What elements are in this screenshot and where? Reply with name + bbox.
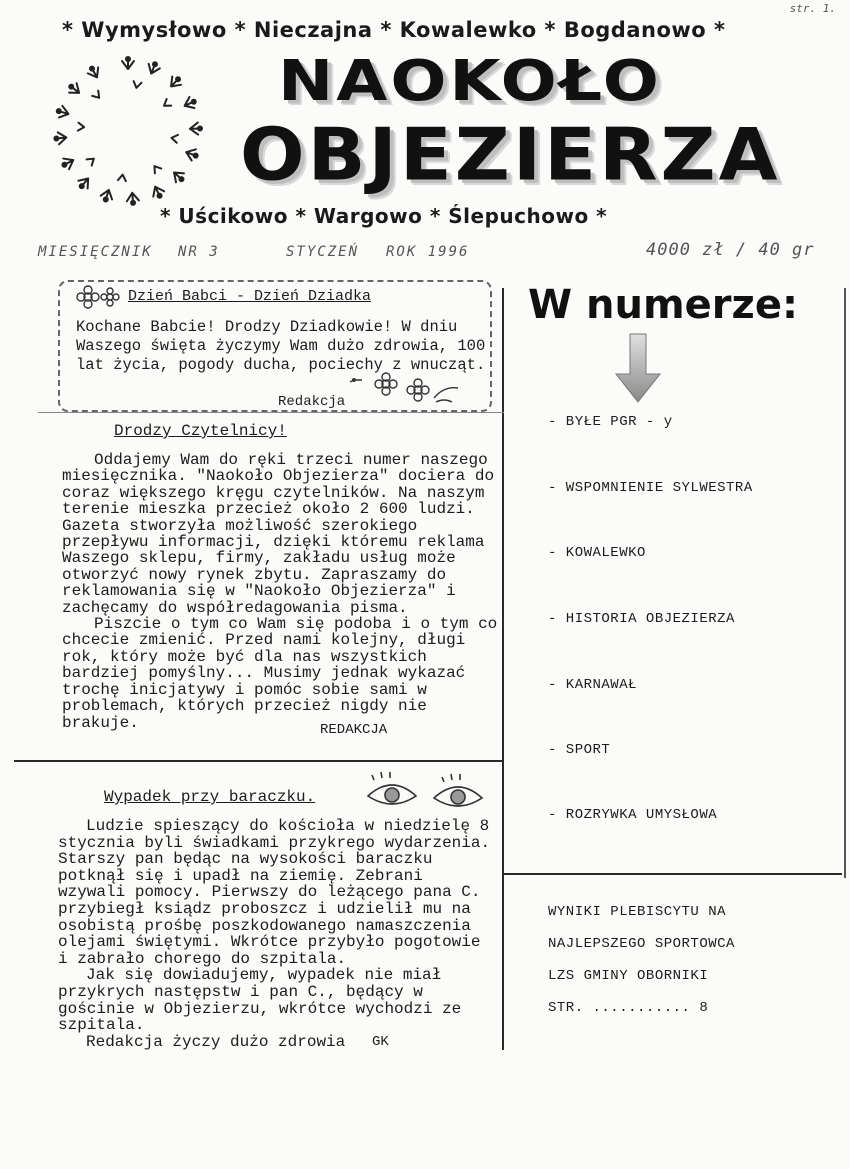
greeting-heading: Dzień Babci - Dzień Dziadka	[128, 288, 372, 305]
plebiscite-line-3: LZS GMINY OBORNIKI	[548, 968, 709, 984]
issue-type: MIESIĘCZNIK	[38, 244, 153, 260]
page-number: str. 1.	[789, 2, 836, 15]
accident-body	[58, 818, 498, 1050]
plebiscite-notice	[548, 896, 735, 1024]
issue-year: ROK 1996	[386, 244, 470, 260]
accident-signature: GK	[372, 1034, 389, 1050]
contents-item: - WSPOMNIENIE SYLWESTRA	[548, 480, 753, 496]
accident-heading: Wypadek przy baraczku.	[104, 788, 316, 806]
villages-header-top: * Wymysłowo * Nieczajna * Kowalewko * Bogdanowo *	[62, 18, 726, 42]
contents-item: - KOWALEWKO	[548, 545, 646, 561]
section-divider-2	[14, 760, 502, 762]
plebiscite-line-2: NAJLEPSZEGO SPORTOWCA	[548, 936, 735, 952]
editorial-paragraph-2: Piszcie o tym co Wam się podoba i o tym co chcecie zmienić. Przed nami kolejny, długi rok, który może być dla nas wszystkich bardziej pomyślny... Musimy jednak wykazać trochę inicjatywy i pomóc sobie sami w problemach, których przecież nigdy nie brakuje.	[62, 615, 498, 732]
contents-box-edge	[844, 288, 846, 878]
editorial-body	[62, 452, 502, 731]
greeting-signature: Redakcja	[278, 394, 346, 410]
greeting-body: Kochane Babcie! Drodzy Dziadkowie! W dniu Waszego święta życzymy Wam dużo zdrowia, 100 lat życia, pogody ducha, pociechy z wnucząt.	[76, 318, 486, 374]
section-divider-3	[502, 873, 842, 875]
flower-icon	[74, 284, 122, 310]
dancing-figures-sun-icon	[28, 52, 228, 210]
contents-item: - SPORT	[548, 742, 611, 758]
accident-paragraph-1: Ludzie spieszący do kościoła w niedzielę 8 stycznia byli świadkami przykrego wydarzenia. Starszy pan będąc na wysokości baraczku potknął się i upadł na ziemię. Zebrani wzywali pomocy. Pierwszy do leżącego pana C. przybiegł ksiądz proboszcz i udzielił mu na osobistą prośbę poszkodowanego namaszczenia olejami świętymi. Wkrótce przybyło pogotowie i zabrało chorego do szpitala.	[58, 817, 491, 968]
contents-item: - KARNAWAŁ	[548, 677, 638, 693]
accident-paragraph-2: Jak się dowiadujemy, wypadek nie miał przykrych następstw i pan C., będący w gościnie w Objezierzu, wkrótce wychodzi ze szpitala.	[58, 966, 462, 1035]
issue-month: STYCZEŃ	[286, 244, 360, 260]
contents-item: - BYŁE PGR - y	[548, 414, 673, 430]
column-divider	[502, 288, 504, 1050]
editorial-paragraph-1: Oddajemy Wam do ręki trzeci numer naszego miesięcznika. "Naokoło Objezierza" dociera do coraz większego kręgu czytelników. Na naszym terenie mieszka przecież około 2 600 ludzi. Gazeta stworzyła możliwość szerokiego przepływu informacji, dzięki któremu reklama Waszego sklepu, firmy, zakładu usług może otworzyć nowy rynek zbytu. Zapraszamy do reklamowania się w "Naokoło Objezierza" i zachęcamy do współredagowania pisma.	[62, 451, 495, 617]
plebiscite-line-4: STR. ........... 8	[548, 1000, 709, 1016]
arrow-down-icon	[612, 332, 664, 404]
villages-header-bottom: * Uścikowo * Wargowo * Ślepuchowo *	[160, 204, 608, 228]
issue-number: NR 3	[178, 244, 220, 260]
section-divider-1	[38, 412, 504, 413]
contents-item: - HISTORIA OBJEZIERZA	[548, 611, 735, 627]
issue-price: 4000 zł / 40 gr	[646, 240, 815, 260]
masthead-title-line-1: NAOKOŁO	[278, 48, 662, 114]
eyes-icon	[360, 770, 490, 814]
accident-paragraph-3: Redakcja życzy dużo zdrowia	[86, 1032, 346, 1051]
editorial-signature: REDAKCJA	[320, 722, 388, 738]
editorial-heading: Drodzy Czytelnicy!	[114, 422, 287, 440]
flowers-icon	[346, 370, 466, 406]
contents-heading: W numerze:	[528, 282, 798, 328]
plebiscite-line-1: WYNIKI PLEBISCYTU NA	[548, 904, 727, 920]
masthead-title-line-2: OBJEZIERZA	[240, 112, 781, 197]
contents-item: - ROZRYWKA UMYSŁOWA	[548, 807, 718, 823]
